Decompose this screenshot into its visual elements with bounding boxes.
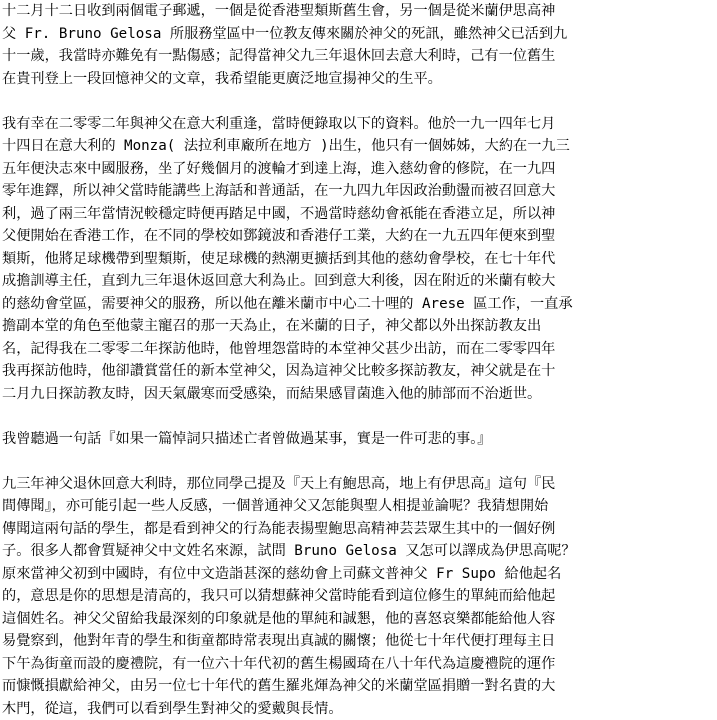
text-line: 木門，從這，我們可以看到學生對神父的愛戴與長情。 bbox=[2, 698, 715, 720]
paragraph-spacer bbox=[2, 405, 715, 428]
text-line: 利，過了兩三年當情況較穩定時便再踏足中國，不過當時慈幼會祇能在香港立足，所以神 bbox=[2, 203, 715, 226]
text-line: 這個姓名。神父父留給我最深刻的印象就是他的單純和誠懇，他的喜怒哀樂都能給他人容 bbox=[2, 608, 715, 631]
text-line: 名，記得我在二零零二年探訪他時，他曾埋怨當時的本堂神父甚少出訪，而在二零零四年 bbox=[2, 338, 715, 361]
text-line: 十二月十二日收到兩個電子郵遞，一個是從香港聖類斯舊生會，另一個是從米蘭伊思高神 bbox=[2, 0, 715, 23]
text-line: 父 Fr. Bruno Gelosa 所服務堂區中一位教友傳來關於神父的死訊，雖然神父已活到九 bbox=[2, 23, 715, 46]
text-line: 的慈幼會堂區，需要神父的服務，所以他在離米蘭市中心二十哩的 Arese 區工作，一直承 bbox=[2, 293, 715, 316]
text-line: 零年進鐸，所以神父當時能講些上海話和普通話，在一九四九年因政治動盪而被召回意大 bbox=[2, 180, 715, 203]
quote-line: 我曾聽過一句話『如果一篇悼詞只描述亡者曾做過某事，實是一件可悲的事。』 bbox=[2, 428, 715, 451]
paragraph-quote bbox=[2, 428, 715, 451]
text-line: 我有幸在二零零二年與神父在意大利重逢，當時便錄取以下的資料。他於一九一四年七月 bbox=[2, 113, 715, 136]
paragraph-spacer bbox=[2, 90, 715, 113]
text-line: 十四日在意大利的 Monza( 法拉利車廠所在地方 )出生，他只有一個姊姊，大約在一九三 bbox=[2, 135, 715, 158]
text-line: 十一歲，我當時亦難免有一點傷感；記得當神父九三年退休回去意大利時，己有一位舊生 bbox=[2, 45, 715, 68]
text-line: 傳聞這兩句話的學生，都是看到神父的行為能表揚聖鮑思高精神芸芸眾生其中的一個好例 bbox=[2, 518, 715, 541]
text-line: 易覺察到，他對年青的學生和街童都時常表現出真誠的關懷；他從七十年代便打理每主日 bbox=[2, 630, 715, 653]
text-line: 成擔訓導主任，直到九三年退休返回意大利為止。回到意大利後，因在附近的米蘭有較大 bbox=[2, 270, 715, 293]
text-line: 類斯，他將足球機帶到聖類斯，使足球機的熱潮更擴括到其他的慈幼會學校，在七十年代 bbox=[2, 248, 715, 271]
paragraph-biography bbox=[2, 113, 715, 406]
text-line: 二月九日探訪教友時，因天氣嚴寒而受感染，而結果感冒菌進入他的肺部而不治逝世。 bbox=[2, 383, 715, 406]
text-line: 在貴刊登上一段回憶神父的文章，我希望能更廣泛地宣揚神父的生平。 bbox=[2, 68, 715, 91]
text-line: 擔副本堂的角色至他蒙主寵召的那一天為止，在米蘭的日子，神父都以外出探訪教友出 bbox=[2, 315, 715, 338]
text-line: 九三年神父退休回意大利時，那位同學己提及『天上有鮑思高，地上有伊思高』這句『民 bbox=[2, 473, 715, 496]
text-line: 原來當神父初到中國時，有位中文造詣甚深的慈幼會上司蘇文普神父 Fr Supo 給他起名 bbox=[2, 563, 715, 586]
text-line: 而慷慨損獻給神父，由另一位七十年代的舊生羅兆煇為神父的米蘭堂區捐贈一對名貴的大 bbox=[2, 675, 715, 698]
paragraph-spacer bbox=[2, 450, 715, 473]
text-line: 五年便決志來中國服務，坐了好幾個月的渡輪才到達上海，進入慈幼會的修院，在一九四 bbox=[2, 158, 715, 181]
text-line: 下午為街童而設的慶禮院，有一位六十年代初的舊生楊國琦在八十年代為這慶禮院的運作 bbox=[2, 653, 715, 676]
text-line: 間傳聞』，亦可能引起一些人反感，一個普通神父又怎能與聖人相提並論呢？我猜想開始 bbox=[2, 495, 715, 518]
text-line: 我再探訪他時，他卻讚賞當任的新本堂神父，因為這神父比較多探訪教友，神父就是在十 bbox=[2, 360, 715, 383]
text-line: 父便開始在香港工作，在不同的學校如鄧鏡波和香港仔工業，大約在一九五四年便來到聖 bbox=[2, 225, 715, 248]
paragraph-announcement bbox=[2, 0, 715, 90]
text-line: 的，意思是你的思想是清高的，我只可以猜想蘇神父當時能看到這位修生的單純而給他起 bbox=[2, 585, 715, 608]
text-line: 子。很多人都會質疑神父中文姓名來源，試問 Bruno Gelosa 又怎可以譯成為伊思高呢？ bbox=[2, 540, 715, 563]
paragraph-memories bbox=[2, 473, 715, 720]
